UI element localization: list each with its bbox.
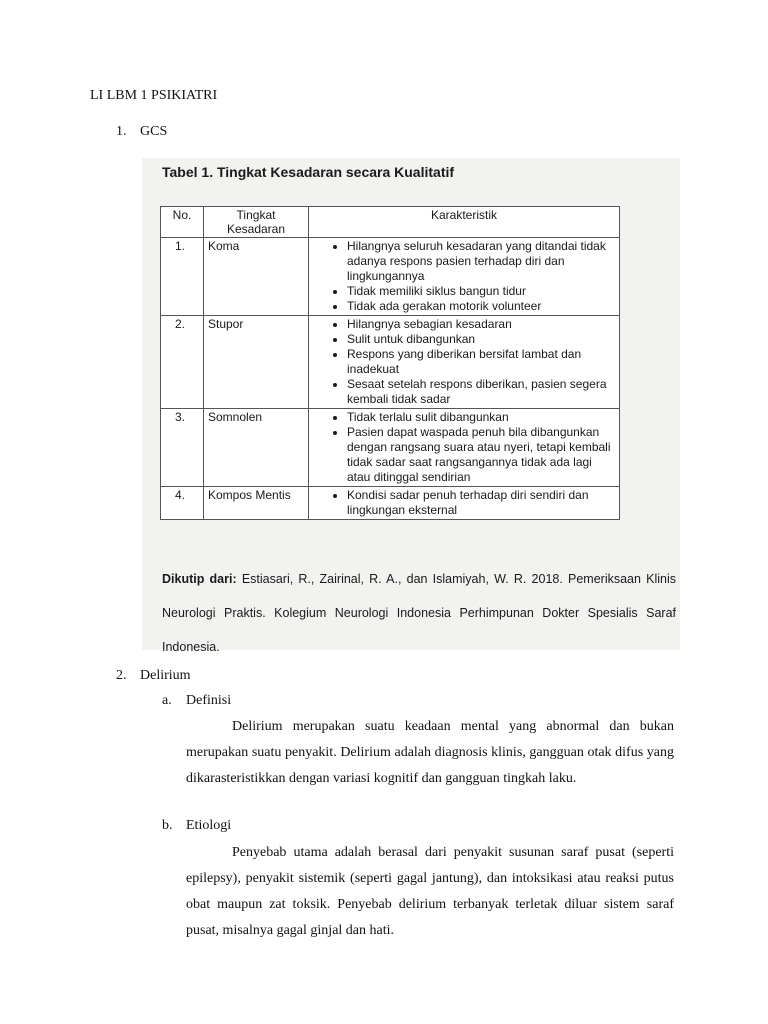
header-characteristics: Karakteristik [309,207,620,238]
table-row [161,487,620,520]
list-item: • Respons yang diberikan bersifat lambat dan inadekuat [347,347,615,377]
row-level: Somnolen [204,409,309,487]
section-1-number: 1. [116,124,127,139]
list-item: • Sulit untuk dibangunkan [347,332,615,347]
list-item: • Tidak terlalu sulit dibangunkan [347,410,615,425]
row-characteristics [309,316,620,409]
scanned-table-image [142,158,680,654]
etiology-paragraph: Penyebab utama adalah berasal dari penyakit susunan saraf pusat (seperti epilepsy), penyakit sistemik (seperti gagal jantung), dan intoksikasi atau reaksi putus obat maupun zat toksik. Penyebab delirium terbanyak terletak diluar sistem saraf pusat, misalnya gagal ginjal dan hati. [186,845,674,938]
list-item: • Tidak memiliki siklus bangun tidur [347,284,615,299]
table-row [161,238,620,316]
definition-paragraph: Delirium merupakan suatu keadaan mental yang abnormal dan bukan merupakan suatu penyakit. Delirium adalah diagnosis klinis, gangguan otak difus yang dikarasteristikkan dengan variasi kognitif dan gangguan tingkah laku. [186,719,674,786]
header-no: No. [161,207,204,238]
list-item: • Hilangnya seluruh kesadaran yang ditandai tidak adanya respons pasien terhadap diri dan lingkungannya [347,239,615,284]
table-row [161,316,620,409]
table-header-row [161,207,620,238]
row-level: Koma [204,238,309,316]
section-2-number: 2. [116,668,127,683]
row-number: 3. [161,409,204,487]
subsection-b-heading: Etiologi [186,818,232,833]
document-title: LI LBM 1 PSIKIATRI [90,88,218,103]
table-caption: Tabel 1. Tingkat Kesadaran secara Kualitatif [162,164,455,180]
row-number: 4. [161,487,204,520]
consciousness-level-table [160,206,620,520]
list-item: • Pasien dapat waspada penuh bila dibangunkan dengan rangsang suara atau nyeri, tetapi kembali tidak sadar saat rangsangannya tidak ada lagi atau ditinggal sendirian [347,425,615,485]
citation-label: Dikutip dari: [162,572,237,586]
subsection-a-heading: Definisi [186,693,232,708]
list-item: • Kondisi sadar penuh terhadap diri sendiri dan lingkungan eksternal [347,488,615,518]
row-number: 2. [161,316,204,409]
row-characteristics [309,238,620,316]
section-2-heading: Delirium [140,668,191,683]
row-characteristics [309,487,620,520]
list-item: • Sesaat setelah respons diberikan, pasien segera kembali tidak sadar [347,377,615,407]
list-item: • Hilangnya sebagian kesadaran [347,317,615,332]
header-level: Tingkat Kesadaran [204,207,309,238]
list-item: • Tidak ada gerakan motorik volunteer [347,299,615,314]
table-row [161,409,620,487]
subsection-a-letter: a. [162,693,172,708]
subsection-b-letter: b. [162,818,173,833]
row-characteristics [309,409,620,487]
row-level: Stupor [204,316,309,409]
row-number: 1. [161,238,204,316]
section-1-heading: GCS [140,124,168,139]
citation-text: Estiasari, R., Zairinal, R. A., dan Islamiyah, W. R. 2018. Pemeriksaan Klinis Neurologi Praktis. Kolegium Neurologi Indonesia Perhimpunan Dokter Spesialis Saraf Indonesia. [162,572,676,654]
citation [162,562,676,664]
row-level: Kompos Mentis [204,487,309,520]
